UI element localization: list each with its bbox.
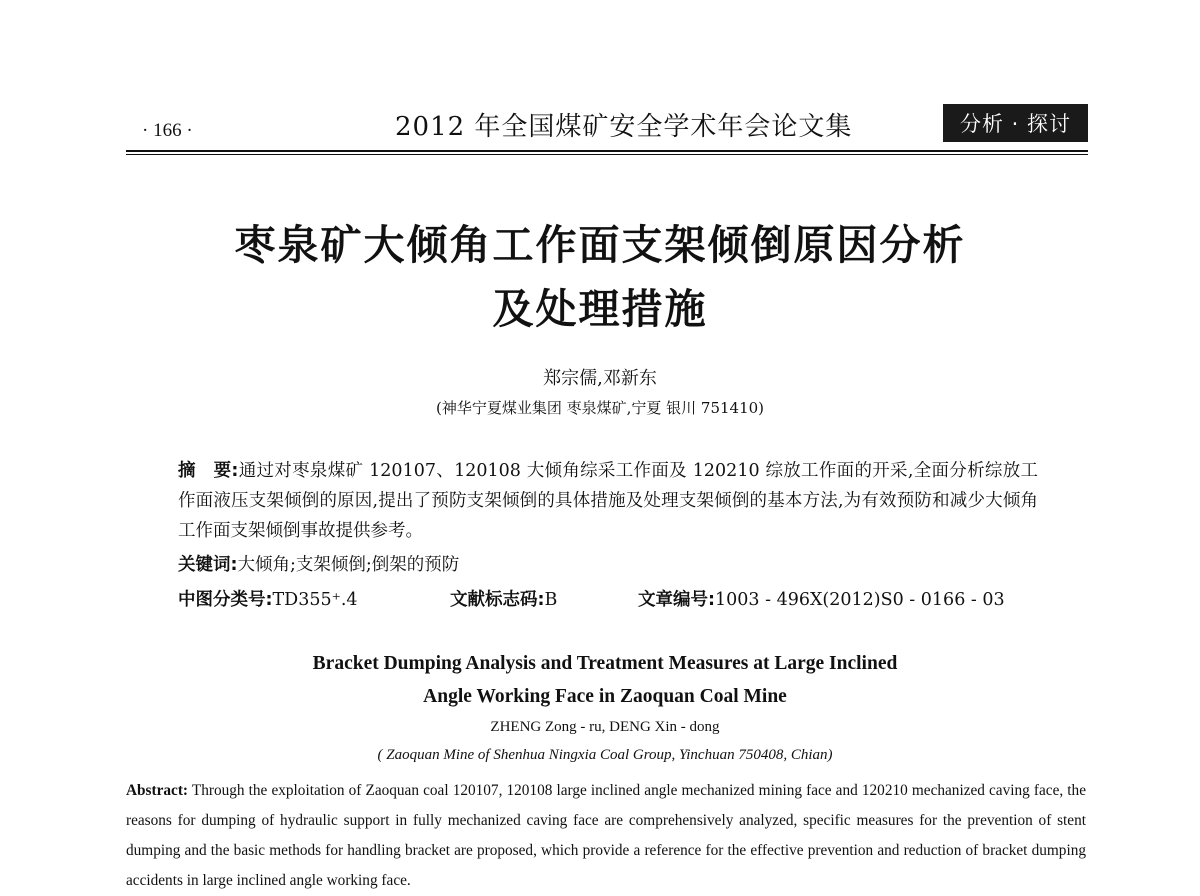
- english-title-line-2: Angle Working Face in Zaoquan Coal Mine: [423, 686, 787, 707]
- document-code: [450, 586, 557, 611]
- abstract-cn-text: 通过对枣泉煤矿 120107、120108 大倾角综采工作面及 120210 综放工作面的开采,全面分析综放工作面液压支架倾倒的原因,提出了预防支架倾倒的具体措施及处理支架倾倒的基本方法,为有效预防和减少大倾角工作面支架倾倒事故提供参考。: [178, 461, 1038, 541]
- paper-title-line-2: 及处理措施: [492, 285, 708, 333]
- authors: 郑宗儒,邓新东: [543, 368, 657, 389]
- english-title-line-1: Bracket Dumping Analysis and Treatment Measures at Large Inclined: [312, 653, 898, 674]
- paper-title-line-1: 枣泉矿大倾角工作面支架倾倒原因分析: [234, 221, 966, 269]
- article-no-label: 文章编号:: [638, 590, 715, 610]
- english-abstract-text: Through the exploitation of Zaoquan coal 120107, 120108 large inclined angle mechanized mining face and 120210 mechanized caving face, the reasons for dumping of hydraulic support in fully mechanized caving face are comprehensively analyzed, specific measures for the prevention of stent dumping and the basic methods for handling bracket are proposed, which provide a reference for the effective prevention and reduction of bracket dumping accidents in large inclined angle working face.: [126, 782, 1086, 889]
- journal-title: 2012 年全国煤矿安全学术年会论文集: [395, 112, 853, 142]
- affiliation: (神华宁夏煤业集团 枣泉煤矿,宁夏 银川 751410): [435, 399, 765, 417]
- keywords: [178, 551, 459, 576]
- article-no-value: 1003 - 496X(2012)S0 - 0166 - 03: [715, 590, 1005, 610]
- article-number: [638, 586, 1005, 611]
- header-rule: [126, 150, 1088, 152]
- keywords-label: 关键词:: [178, 555, 238, 575]
- abstract-cn: [178, 456, 1038, 546]
- english-abstract-label: Abstract:: [126, 782, 189, 799]
- header-rule-thin: [126, 154, 1088, 155]
- doc-code-value: B: [544, 590, 558, 610]
- english-affiliation: ( Zaoquan Mine of Shenhua Ningxia Coal Group, Yinchuan 750408, Chian): [377, 747, 833, 763]
- page-number: · 166 ·: [142, 120, 193, 141]
- clc-value: TD355⁺.4: [272, 590, 358, 610]
- english-abstract: [126, 776, 1086, 896]
- keywords-text: 大倾角;支架倾倒;倒架的预防: [237, 555, 460, 575]
- clc-code: [178, 586, 358, 611]
- doc-code-label: 文献标志码:: [450, 590, 545, 610]
- section-tag: 分析 · 探讨: [943, 104, 1088, 142]
- clc-label: 中图分类号:: [178, 590, 273, 610]
- english-authors: ZHENG Zong - ru, DENG Xin - dong: [490, 719, 720, 735]
- abstract-cn-label: 摘 要:: [178, 461, 239, 481]
